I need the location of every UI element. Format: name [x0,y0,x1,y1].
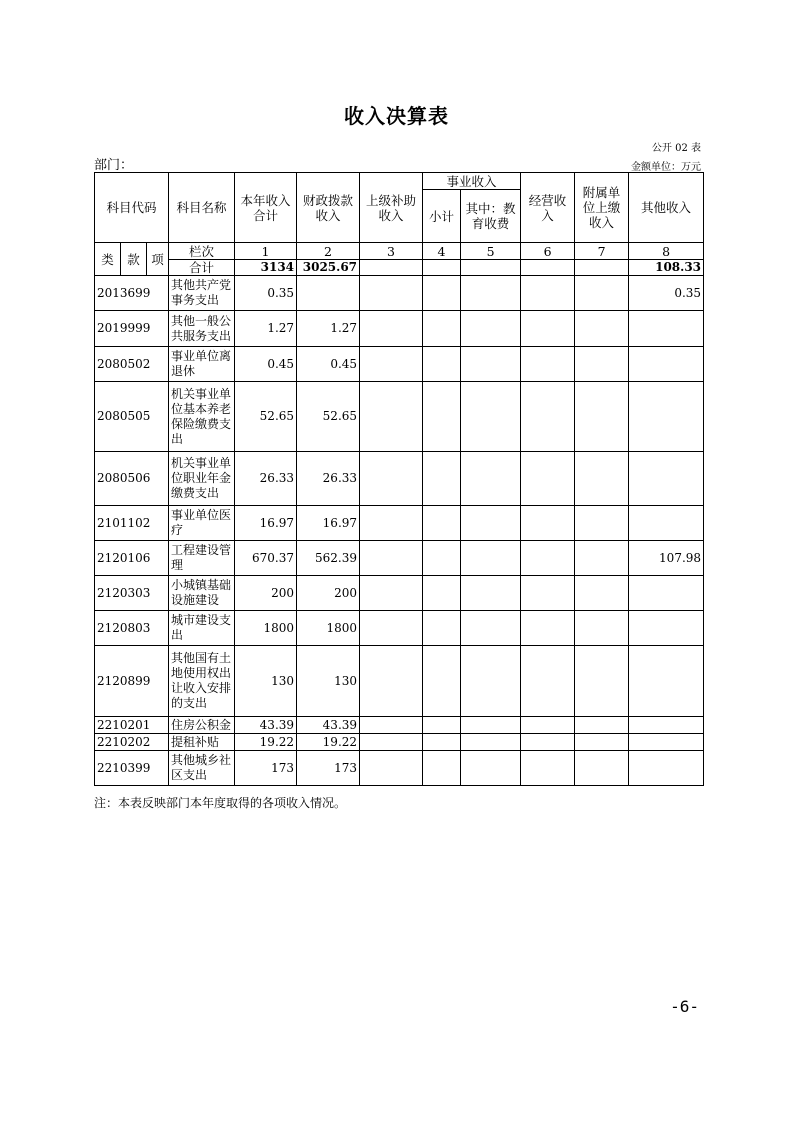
fiscal-value: 52.65 [297,382,360,452]
subject-name: 小城镇基础设施建设 [169,576,235,611]
subject-name: 提租补贴 [169,734,235,751]
superior-value [360,541,423,576]
subtotal-value [423,382,461,452]
table-row [95,347,704,382]
header-lei: 类 [95,243,121,276]
subject-code: 2120899 [95,646,169,717]
subject-name: 其他一般公共服务支出 [169,311,235,347]
education-value [461,611,521,646]
other-income-value [629,311,704,347]
subject-code: 2080505 [95,382,169,452]
table-row [95,646,704,717]
total-fiscal-value: 3025.67 [297,260,360,276]
table-row [95,452,704,506]
superior-value [360,276,423,311]
subject-code: 2210202 [95,734,169,751]
header-business-income: 事业收入 [423,173,521,190]
education-value [461,717,521,734]
subject-code: 2013699 [95,276,169,311]
subtotal-value [423,734,461,751]
superior-value [360,311,423,347]
education-value [461,541,521,576]
subtotal-value [423,347,461,382]
subject-code: 2019999 [95,311,169,347]
total-subtotal-value [423,260,461,276]
affiliated-value [575,646,629,717]
operating-value [521,276,575,311]
subtotal-value [423,452,461,506]
fiscal-value: 0.45 [297,347,360,382]
col-num-2: 2 [297,243,360,260]
subject-code: 2120106 [95,541,169,576]
subject-code: 2120803 [95,611,169,646]
education-value [461,576,521,611]
subtotal-value [423,646,461,717]
other-income-value [629,452,704,506]
total-income-value: 173 [235,751,297,786]
fiscal-value: 173 [297,751,360,786]
subject-name: 机关事业单位职业年金缴费支出 [169,452,235,506]
superior-value [360,452,423,506]
header-fiscal: 财政拨款收入 [297,173,360,243]
amount-unit-label: 金额单位：万元 [631,162,701,173]
header-subtotal: 小计 [423,190,461,243]
fiscal-value: 1.27 [297,311,360,347]
fiscal-value: 19.22 [297,734,360,751]
affiliated-value [575,751,629,786]
education-value [461,311,521,347]
subject-code: 2080502 [95,347,169,382]
form-number: 公开 02 表 [651,143,701,154]
subject-code: 2080506 [95,452,169,506]
affiliated-value [575,382,629,452]
total-income-value: 1.27 [235,311,297,347]
other-income-value [629,611,704,646]
total-income-value: 0.35 [235,276,297,311]
subject-name: 城市建设支出 [169,611,235,646]
other-income-value [629,506,704,541]
department-label: 部门： [94,158,134,173]
other-income-value: 107.98 [629,541,704,576]
fiscal-value [297,276,360,311]
total-education-value [461,260,521,276]
fiscal-value: 130 [297,646,360,717]
other-income-value: 0.35 [629,276,704,311]
total-income-value: 43.39 [235,717,297,734]
superior-value [360,611,423,646]
subject-name: 事业单位离退休 [169,347,235,382]
affiliated-value [575,611,629,646]
subtotal-value [423,541,461,576]
subtotal-value [423,751,461,786]
superior-value [360,751,423,786]
col-num-5: 5 [461,243,521,260]
affiliated-value [575,541,629,576]
total-income-value: 26.33 [235,452,297,506]
other-income-value [629,734,704,751]
fiscal-value: 200 [297,576,360,611]
affiliated-value [575,311,629,347]
header-subject-name: 科目名称 [169,173,235,243]
fiscal-value: 562.39 [297,541,360,576]
education-value [461,382,521,452]
total-operating-value [521,260,575,276]
total-income-value: 52.65 [235,382,297,452]
affiliated-value [575,452,629,506]
education-value [461,506,521,541]
affiliated-value [575,276,629,311]
page-title: 收入决算表 [344,104,449,128]
header-kuan: 款 [121,243,147,276]
operating-value [521,506,575,541]
operating-value [521,751,575,786]
subject-name: 其他共产党事务支出 [169,276,235,311]
col-num-3: 3 [360,243,423,260]
total-superior-value [360,260,423,276]
subtotal-value [423,311,461,347]
operating-value [521,576,575,611]
other-income-value [629,717,704,734]
header-lanci: 栏次 [169,243,235,260]
fiscal-value: 16.97 [297,506,360,541]
education-value [461,452,521,506]
subject-code: 2120303 [95,576,169,611]
subject-code: 2210399 [95,751,169,786]
header-subject-code: 科目代码 [95,173,169,243]
header-total-income: 本年收入合计 [235,173,297,243]
other-income-value [629,576,704,611]
total-income-value: 19.22 [235,734,297,751]
fiscal-value: 43.39 [297,717,360,734]
table-row [95,717,704,734]
operating-value [521,452,575,506]
education-value [461,646,521,717]
table-row [95,751,704,786]
other-income-value [629,347,704,382]
total-income-value: 130 [235,646,297,717]
operating-value [521,611,575,646]
header-other-income: 其他收入 [629,173,704,243]
total-income-value: 3134 [235,260,297,276]
table-row [95,734,704,751]
subject-code: 2101102 [95,506,169,541]
col-num-1: 1 [235,243,297,260]
table-row [95,276,704,311]
operating-value [521,382,575,452]
table-row [95,311,704,347]
total-income-value: 670.37 [235,541,297,576]
table-row [95,506,704,541]
superior-value [360,734,423,751]
table-row [95,382,704,452]
table-row [95,576,704,611]
col-num-6: 6 [521,243,575,260]
other-income-value [629,646,704,717]
fiscal-value: 1800 [297,611,360,646]
table-row [95,541,704,576]
total-income-value: 0.45 [235,347,297,382]
affiliated-value [575,347,629,382]
affiliated-value [575,506,629,541]
col-num-4: 4 [423,243,461,260]
affiliated-value [575,717,629,734]
header-affiliated-income: 附属单位上缴收入 [575,173,629,243]
superior-value [360,382,423,452]
page-number: -6- [670,997,699,1016]
subtotal-value [423,506,461,541]
subject-name: 其他国有土地使用权出让收入安排的支出 [169,646,235,717]
affiliated-value [575,734,629,751]
education-value [461,734,521,751]
education-value [461,751,521,786]
superior-value [360,646,423,717]
subject-code: 2210201 [95,717,169,734]
operating-value [521,717,575,734]
other-income-value [629,382,704,452]
subject-name: 事业单位医疗 [169,506,235,541]
col-num-7: 7 [575,243,629,260]
superior-value [360,347,423,382]
table-row [95,611,704,646]
education-value [461,276,521,311]
subject-name: 其他城乡社区支出 [169,751,235,786]
superior-value [360,717,423,734]
subject-name: 住房公积金 [169,717,235,734]
subtotal-value [423,717,461,734]
header-education-fee: 其中：教育收费 [461,190,521,243]
total-affiliated-value [575,260,629,276]
subtotal-value [423,611,461,646]
total-income-value: 16.97 [235,506,297,541]
header-operating-income: 经营收入 [521,173,575,243]
header-superior-subsidy: 上级补助收入 [360,173,423,243]
operating-value [521,541,575,576]
subtotal-value [423,276,461,311]
superior-value [360,506,423,541]
total-other-value: 108.33 [629,260,704,276]
other-income-value [629,751,704,786]
operating-value [521,734,575,751]
fiscal-value: 26.33 [297,452,360,506]
total-income-value: 1800 [235,611,297,646]
education-value [461,347,521,382]
superior-value [360,576,423,611]
affiliated-value [575,576,629,611]
total-label: 合计 [169,260,235,276]
subtotal-value [423,576,461,611]
total-income-value: 200 [235,576,297,611]
operating-value [521,347,575,382]
operating-value [521,311,575,347]
income-table [94,172,704,786]
subject-name: 机关事业单位基本养老保险缴费支出 [169,382,235,452]
col-num-8: 8 [629,243,704,260]
operating-value [521,646,575,717]
footnote: 注：本表反映部门本年度取得的各项收入情况。 [94,796,347,810]
header-xiang: 项 [147,243,169,276]
subject-name: 工程建设管理 [169,541,235,576]
